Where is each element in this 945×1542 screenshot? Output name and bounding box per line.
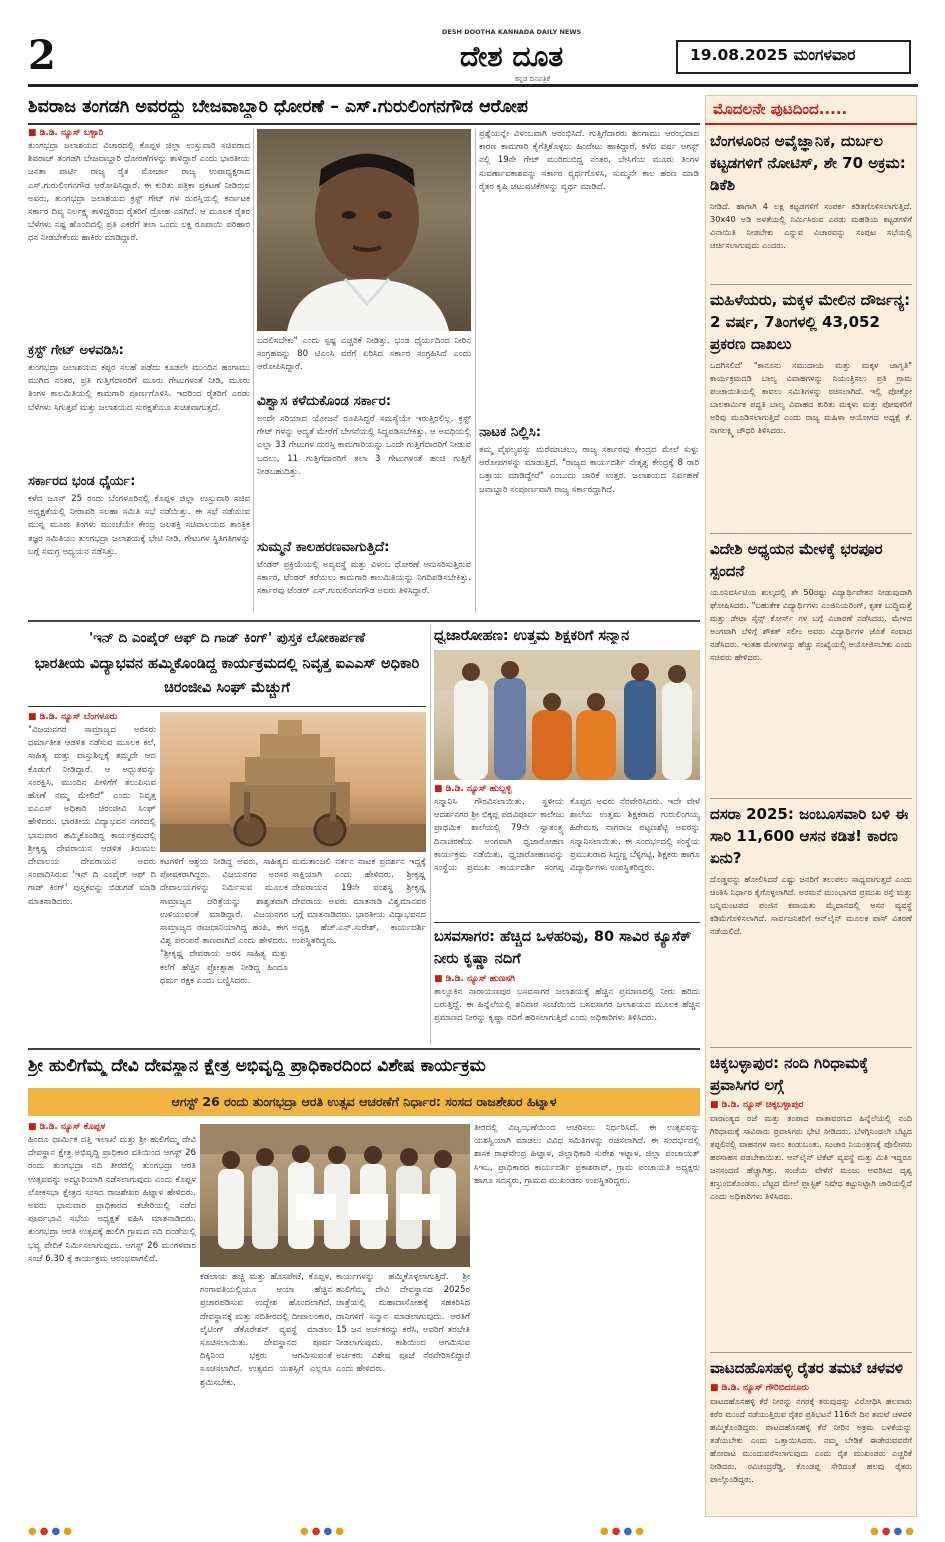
byline: ■ ಡಿ.ಡಿ. ನ್ಯೂಸ್ ಗೌರಿಬಿದನೂರು: [710, 1383, 912, 1393]
divider: [28, 620, 700, 622]
paragraph: ಅಂದೇ ಸರಿಯಾದ ಯೋಜನೆ ರೂಪಿಸಿದ್ದರೆ ಸಮಸ್ಯೆಯೇ ಇರುತ್ತಿರಲಿಲ್ಲ. ಕ್ರಸ್ಟ್ ಗೇಟ್ ಗಳನ್ನು ಆದ್ಯತೆ ಮೇರೆಗೆ ಬೇಗನೆಯಲ್ಲಿ ಸಿದ್ಧಪಡಿಸಬೇಕಿತ್ತು. ಆ ಅವಧಿಯಲ್ಲಿ ಎಲ್ಲಾ 33 ಗೇಟುಗಳ ದುರಸ್ತಿ ಕಾಮಗಾರಿಯನ್ನು ಒಂದೇ ಗುತ್ತಿಗೆದಾರರಿಗೆ ನೀಡುವ ಬದಲು, 11 ಗುತ್ತಿಗೆದಾರರಿಗೆ ತಲಾ 3 ಗೇಟುಗಳಂತೆ ಹಂಚಿ ಗುತ್ತಿಗೆ ನೀಡಬಹುದಿತ್ತು.: [257, 414, 471, 477]
temple-illustration: [160, 712, 426, 852]
page-number: 2: [28, 32, 56, 79]
sidebar-column: [710, 130, 912, 1515]
footer-dots-right: ●●●●: [870, 1526, 917, 1537]
article-2-headline-2: ಭಾರತೀಯ ವಿದ್ಯಾಭವನ ಹಮ್ಮಿಕೊಂಡಿದ್ದ ಕಾರ್ಯಕ್ರಮದಲ್ಲಿ ನಿವೃತ್ತ ಐಎಎಸ್ ಅಧಿಕಾರಿ ಚಿರಂಜೀವಿ ಸಿಂಘ್ ಮೆಚ್ಚುಗೆ: [34, 656, 420, 696]
paragraph: ತುಂಗಭದ್ರಾ ಜಲಾಶಯದ ಕಪ್ಪರ ಸಲಹೆ ಪಡೆದು ಕೂಡಲೇ ಮುಂದಿನ ಹಂಗಾಮು ಮುಗಿದ ನಂತರ, ಪ್ರತಿ ಗುತ್ತಿಗೆದಾರರಿಗೆ ಮೂರು ಗೇಟುಗಳಂತೆ ನೀಡಿ, ಮೂರು ತಿಂಗಳ ಕಾಲಮಿತಿಯಲ್ಲಿ ಕಾಮಗಾರಿ ಪೂರ್ಣಗೊಳಿಸಿ. ಇದರಿಂದ ರೈತರಿಗೆ ಎರಡು ಬೆಳೆಗಳು ಸಿಗುತ್ತವೆ ಮತ್ತು ಜಲಾಶಯದ ಸುರಕ್ಷತೆಯೂ ಖಚಿತವಾಗುತ್ತದೆ.: [28, 363, 250, 413]
article-2-col-3: [292, 856, 426, 1042]
sidebar-item-title: ದಸರಾ 2025: ಜಂಬೂಸವಾರಿ ಬಳಿ ಈ ಸಾರಿ 11,600 ಆಸನ ಕಡಿತ! ಕಾರಣ ಏನು?: [710, 805, 909, 867]
felicitation-photo: [434, 650, 700, 780]
paragraph: ತಾಲ್ಲೂಕಿನ ನಾರಾಯಣಪುರ ಬಸವಸಾಗರ ಜಲಾಶಯಕ್ಕೆ ಹೆಚ್ಚಿನ ಪ್ರಮಾಣದಲ್ಲಿ ನೀರು ಹರಿದು ಬರುತ್ತಿದ್ದೆ. ಈ ಹಿನ್ನೆಲೆಯಲ್ಲಿ ಶನಿವಾರ ಸಂಜೆಯಿಂದ ಬಸವಸಾಗರ ಜಲಾಶಯದ ಮೂಲಕ ಹೆಚ್ಚಿನ ಪ್ರಮಾಣದ ನೀರನ್ನು ಕೃಷ್ಣಾ ನದಿಗೆ ಹರಿಸಲಾಗುತ್ತಿದೆ ಎಂದು ಅಧಿಕಾರಿಗಳು ತಿಳಿಸಿದರು.: [434, 987, 700, 1024]
paragraph: ಬದಲಿಸಬೇಕು" ಎಂದು ಸ್ಪಷ್ಟ ಎಚ್ಚರಿಕೆ ನೀಡಿತ್ತು. ಭಂಡ ಧೈರ್ಯದಿಂದ ನೀರಿನ ಸಂಗ್ರಹವನ್ನು 80 ಟಿಎಂಸಿ ವರೆಗೆ ಏರಿಸಿದ ಸರ್ಕಾರ ಸಂಗ್ರಹಿಸಿದೆ ಎಂದು ಆರೋಪಿಸಿದ್ದಾರೆ.: [257, 336, 471, 373]
article-3-headline: ಧ್ವಜಾರೋಹಣ: ಉತ್ತಮ ಶಿಕ್ಷಕರಿಗೆ ಸನ್ಮಾನ: [434, 628, 630, 644]
sidebar-item-title: ಚಿಕ್ಕಬಳ್ಳಾಪುರ: ನಂದಿ ಗಿರಿಧಾಮಕ್ಕೆ ಪ್ರವಾಸಿಗರ ಲಗ್ಗೆ: [710, 1054, 869, 1094]
divider: [710, 798, 912, 799]
sidebar-item-title: ಮಹಿಳೆಯರು, ಮಕ್ಕಳ ಮೇಲಿನ ದೌರ್ಜನ್ಯ: 2 ವರ್ಷ, 7ತಿಂಗಳಲ್ಲಿ 43,052 ಪ್ರಕರಣ ದಾಖಲು: [710, 291, 911, 353]
article-5-col-3: [336, 1271, 470, 1517]
divider: [710, 533, 912, 534]
subheading: ನಾಟಕ ನಿಲ್ಲಿಸಿ:: [479, 424, 542, 440]
divider: [430, 625, 431, 1045]
article-4-body: [434, 974, 700, 1042]
hampi-temple-photo: [160, 712, 426, 852]
article-1-col-1: [28, 128, 250, 613]
footer-dots-left: ●●●●: [28, 1526, 75, 1537]
footer-dots-mid-1: ●●●●: [300, 1526, 347, 1537]
masthead: [0, 0, 945, 92]
paragraph: ಮಮತಾಂಜಲಿ ನರ್ತನ ನಾಟಕ ಪ್ರದರ್ಶನ ಇದ್ದಕ್ಕೆ ಸಾಕ್ಷಿಯಾಗಿ ಎಂದು ಹೇಳಿದರು. ಶ್ರೀಕೃಷ್ಣ ದೇವರಾಯನ 19ನೇ ವಂಶಸ್ಥ ಶ್ರೀಕೃಷ್ಣ ದೇವರಾಯ ಅವರು ಮಾತನಾಡಿ ವಿಶ್ವಮಾನವರ ಬಗ್ಗೆ ಮಾತನಾಡಿದರು. ಭಾರತೀಯ ವಿದ್ಯಾಭವನದ ಅಧ್ಯಕ್ಷ ಹೆಚ್.ಎನ್.ಸುರೇಶ್, ಕಾರ್ಯದರ್ಶಿ ಉಪಸ್ಥಿತರಿದ್ದರು.: [292, 857, 426, 947]
paragraph: ಕಡಲಾಯ ಹಚ್ಚಿ ಮತ್ತು ಹೊಸಪೇಟೆ, ಕೊಪ್ಪಳ, ಗಂಗಾವತಿಯಲ್ಲಿಯೂ ಆಯಾ ಹೆಚ್ಚಿನ ಪ್ರಚಾರಪಡಿಸುವ ಉದ್ದೇಶ ಹೊಂದಲಾಗಿದೆ. ದೇವಸ್ಥಾನಕ್ಕೆ ಮತ್ತು ನದಿತೀರದಲ್ಲಿ ದೀಪಾಲಂಕಾರ, ಲೈಟಿಂಗ್ ಡೆಕೊರೇಶನ್ ವ್ಯವಸ್ಥೆ ಮಾಡಲು ಸೂಚಿಸಲಾಯಿತು. ದೇವಸ್ಥಾನದ ಪೂರ್ವ ದಿಕ್ಕಿನಿಂದ ಭಕ್ತರು ಆಗಮಿಸುವಂತೆ ಸೂಚಿಸಲಾಗಿದೆ. ಉತ್ಸವದ ಯಶಸ್ಸಿಗೆ ಎಲ್ಲರೂ ಶ್ರಮಿಸಬೇಕು.: [200, 1272, 332, 1388]
meeting-photo: [200, 1124, 470, 1267]
article-5-col-2: [200, 1271, 332, 1517]
byline: ■ ಡಿ.ಡಿ. ನ್ಯೂಸ್ ಹುಬ್ಬಳ್ಳಿ: [434, 784, 700, 794]
paragraph: ಟೆಂಡರ್ ಪ್ರಕ್ರಿಯೆಯಲ್ಲಿ ಅವ್ಯವಸ್ಥೆ ಮತ್ತು ವಿಳಂಬ ಧೋರಣೆ ಅನುಸರಿಸುತ್ತಿರುವ ಸರ್ಕಾರ, ಟೆಂಡರ್ ಕರೆಯಲು ಕಾಮಗಾರಿ ಕಾಲಮಿತಿಯನ್ನು ನಿಗದಿಪಡಿಸಬೇಕಿತ್ತು. ಸರ್ಕಾರವು ಟೆಂಡರ್ ಎಸ್.ಗುರುಲಿಂಗನಗೌಡ ಅವರು ತಿಳಿಸಿದ್ದಾರೆ.: [257, 560, 471, 597]
paragraph: ಹಿಂದೂ ಧಾರ್ಮಿಕ ದತ್ತಿ ಇಲಾಖೆ ಮತ್ತು ಶ್ರೀ ಹುಲಿಗೆಮ್ಮ ದೇವಿ ದೇವಸ್ಥಾನ ಕ್ಷೇತ್ರ ಅಭಿವೃದ್ಧಿ ಪ್ರಾಧಿಕಾರ ವತಿಯಿಂದ ಆಗಸ್ಟ್ 26 ರಂದು ತುಂಗಭದ್ರಾ ನದಿ ತೀರದಲ್ಲಿ ತುಂಗಭದ್ರಾ ಆರತಿ ಉತ್ಸವವನ್ನು ಅದ್ದೂರಿಯಾಗಿ ನಡೆಸಲಾಗುವುದು ಎಂದು ಕೊಪ್ಪಳ ಲೋಕಸಭಾ ಕ್ಷೇತ್ರದ ಸಂಸದ ರಾಜಶೇಖರ ಹಿಟ್ನಾಳ ಹೇಳಿದರು. ಅವರು ಭಾನುವಾರ ಪ್ರಾಧಿಕಾರದ ಕಚೇರಿಯಲ್ಲಿ ನಡೆದ ಪೂರ್ವಭಾವಿ ಸಭೆಯ ಅಧ್ಯಕ್ಷತೆ ವಹಿಸಿ ಮಾತನಾಡಿದರು. ತುಂಗಭದ್ರಾ ಆರತಿ ಉತ್ಸವಕ್ಕೆ ಹುಲಿಗಿ ಗ್ರಾಮದ ನದಿ ದಂಡೆಯಲ್ಲಿ ಭವ್ಯ ವೇದಿಕೆ ನಿರ್ಮಿಸಲಾಗುವುದು. ಆಗಸ್ಟ್ 26 ಮಂಗಳವಾರ ಸಂಜೆ 6.30 ಕ್ಕೆ ಕಾರ್ಯಕ್ರಮ ಆರಂಭವಾಗಲಿದೆ.: [28, 1135, 196, 1264]
paragraph: ತೀರದಲ್ಲಿ ವಿಜೃಂಭಣೆಯಿಂದ ಆಚರಿಸಲು ನಿರ್ಧರಿಸಿದೆ. ಈ ಉತ್ಸವವನ್ನು ಯಶಸ್ವಿಯಾಗಿ ಮಾಡಲು ವಿವಿಧ ಸಮಿತಿಗಳನ್ನು ರಚಿಸಲಾಗಿದೆ. ಈ ಸಂದರ್ಭದಲ್ಲಿ ಶಾಸಕ ರಾಘವೇಂದ್ರ ಹಿಟ್ನಾಳ, ಜಿಲ್ಲಾಧಿಕಾರಿ ಸುರೇಶ ಇಟ್ನಾಳ, ಜಿಲ್ಲಾ ಪಂಚಾಯತ್ ಸಿಇಒ, ಪ್ರಾಧಿಕಾರದ ಕಾರ್ಯದರ್ಶಿ ಪ್ರಕಾಶರಾವ್, ಗ್ರಾಮ ಪಂಚಾಯತಿ ಅಧ್ಯಕ್ಷರು ಹಾಗೂ ಸದಸ್ಯರು, ಗ್ರಾಮದ ಮುಖಂಡರು ಉಪಸ್ಥಿತರಿದ್ದರು.: [474, 1123, 700, 1186]
paragraph: ಯೂನಿವರ್ಸಿಟಿಯ ಶುಲ್ಕದಲ್ಲಿ ಶೇ 50ರಷ್ಟು ವಿದ್ಯಾರ್ಥಿವೇತನ ನೀಡುವುದಾಗಿ ಘೋಷಿಸಿದರು. "ಬಹುತೇಕ ವಿದ್ಯಾರ್ಥಿಗಳು ಎಂಜಿನಿಯರಿಂಗ್, ಕೃತಕ ಬುದ್ಧಿಮತ್ತೆ ಮತ್ತು ಡೇಟಾ ಸೈನ್ಸ್ ಕೋರ್ಸ್ ಗಳ ಬಗ್ಗೆ ವಿಚಾರಣೆ ನಡೆಸಿದರು. ಮೇಳದ ಅಂಗವಾಗಿ ಬೆಳಿಗ್ಗೆ ಶೌಕತ್ ಸಲೀಂ ಅವರು ವಿದ್ಯಾರ್ಥಿಗಳ ಜೊತೆ ಸಂವಾದ ನಡೆಸಿದರು. ಇಂತಹ ಮೇಳಗಳನ್ನು ಹೆಚ್ಚು ಸಂಖ್ಯೆಯಲ್ಲಿ ಆಯೋಜಿಸಬೇಕು ಎಂದು ಸಚಿವರು ಹೇಳಿದರು.: [710, 587, 912, 662]
subheading: ಕ್ರಸ್ಟ್ ಗೇಟ್ ಅಳವಡಿಸಿ:: [28, 343, 124, 358]
portrait-photo: [257, 129, 471, 331]
byline: ■ ಡಿ.ಡಿ. ನ್ಯೂಸ್ ಚಿಕ್ಕಬಳ್ಳಾಪುರ: [710, 1100, 912, 1110]
divider: [710, 1047, 912, 1048]
logo: ದೇಶ ದೂತ: [460, 40, 564, 73]
sidebar-header: ಮೊದಲನೇ ಪುಟದಿಂದ.....: [705, 95, 917, 125]
paragraph: ಒದಗಿಸಲಿದೆ' "ಕಾನೂನು ಸಮುದಾಯ ಮತ್ತು ಮಕ್ಕಳ ಜಾಗೃತಿ" ಕಾರ್ಯಕ್ರಮದಡಿ ಬಾಲ್ಯ ವಿವಾಹಗಳನ್ನು ನಿಯಂತ್ರಿಸಲು ಪ್ರತಿ ಗ್ರಾಮ ಪಂಚಾಯಿತಿಯಲ್ಲಿ ಕಾವಲು ಸಮಿತಿಗಳನ್ನು ರಚಿಸಲಾಗಿದೆ. ಇಲ್ಲಿ ಪೋಕ್ಸೋ ಬಾಲಕಾರ್ಮಿಕ ಪದ್ಧತಿ ಬಾಲ್ಯ ವಿವಾಹದ ಕುರಿತು ಮಕ್ಕಳು ಮತ್ತು ಪೋಷಕರಿಗೆ ಅರಿವು ಮೂಡಿಸಲಾಗುತ್ತಿದೆ ಎಂದು ರಾಜ್ಯ ಮಹಿಳಾ ಆಯೋಗದ ಅಧ್ಯಕ್ಷೆ ಕೆ. ನಾಗಲಕ್ಷ್ಮಿ ಚೌಧರಿ ತಿಳಿಸಿದರು.: [710, 360, 912, 435]
article-2-col-1: [28, 712, 156, 1042]
divider: [434, 922, 700, 923]
divider: [710, 1352, 912, 1353]
paragraph: ಕಾರ್ಯಗಳನ್ನು ಹಮ್ಮಿಕೊಳ್ಳಲಾಗುತ್ತಿದೆ. ಶ್ರೀ ಹುಲಿಗೆಮ್ಮ ದೇವಿ ದೇವಸ್ಥಾನದ 2025ರ ಜಾತ್ರೆಯಲ್ಲಿ ಮಹಾದಾಸೋಹಕ್ಕೆ ಸಹಕರಿಸಿದ ದಾನಿಗಳಿಗೆ ಸನ್ಮಾನ ಮಾಡಲಾಗುವುದು. ಆರತಿಗೆ 15 ಜನ ಅರ್ಚಕರನ್ನು ಕರೆಸಿ, ಅವರಿಗೆ ತರಬೇತಿ ನೀಡಲಾಗುವುದು. ಕಾಶಿಯಿಂದ ಆಗಮಿಸುವ ಅರ್ಚಕರು ವಿಶೇಷ ಪೂಜೆ ನೆರವೇರಿಸಲಿದ್ದಾರೆ ಎಂದು ಹೇಳಿದರು.: [336, 1272, 470, 1375]
article-5-col-4: [474, 1122, 700, 1517]
divider: [253, 128, 254, 613]
divider: [28, 1048, 700, 1050]
byline: ■ ಡಿ.ಡಿ. ನ್ಯೂಸ್ ಹುಣಸಗಿ: [434, 974, 700, 984]
article-2-col-2: [160, 856, 288, 1042]
subheading: ವಿಶ್ವಾಸ ಕಳೆದುಕೊಂಡ ಸರ್ಕಾರ:: [257, 393, 392, 409]
logo-tagline: ಕನ್ನಡ ದಿನಪತ್ರಿಕೆ: [515, 75, 551, 83]
article-5-headline: ಶ್ರೀ ಹುಲಿಗೆಮ್ಮ ದೇವಿ ದೇವಸ್ಥಾನ ಕ್ಷೇತ್ರ ಅಭಿವೃದ್ಧಿ ಪ್ರಾಧಿಕಾರದಿಂದ ವಿಶೇಷ ಕಾರ್ಯಕ್ರಮ: [28, 1056, 486, 1076]
meeting-illustration: [200, 1124, 470, 1267]
divider: [28, 123, 700, 125]
paragraph: ನೀಡಿದೆ. ಹಾಗಾಗಿ 4 ಲಕ್ಷ ಕಟ್ಟಡಗಳಿಗೆ ಸಂಪರ್ಕ ಕಡಿತಗೊಳಿಸಲಾಗುತ್ತಿದೆ. 30x40 ಅಡಿ ಅಳತೆಯಲ್ಲಿ ನಿರ್ಮಿಸಿರುವ ಎರಡು ಮಹಡಿಯ ಕಟ್ಟಡಗಳಿಗೆ ವಿನಾಯಿತಿ ನೀಡಬೇಕು ಎನ್ನುವ ವಿಚಾರವನ್ನು ಸಂಪುಟ ಸಭೆಯಲ್ಲಿ ಚರ್ಚಿಸಲಾಗುವುದು ಎಂದರು.: [710, 201, 912, 250]
article-1-col-3: [479, 128, 699, 613]
byline: ■ ಡಿ.ಡಿ. ನ್ಯೂಸ್ ಬಳ್ಳಾರಿ: [28, 128, 250, 138]
article-2-headline-1: 'ಇನ್ ದಿ ಎಂಪೈರ್ ಆಫ್ ದಿ ಗಾಡ್ ಕಿಂಗ್' ಪುಸ್ತಕ ಲೋಕಾರ್ಪಣೆ: [88, 630, 366, 646]
portrait-illustration: [257, 129, 471, 331]
divider: [28, 706, 426, 707]
subheading: ಸುಮ್ಮನೆ ಕಾಲಹರಣವಾಗುತ್ತಿದೆ:: [257, 539, 390, 555]
group-illustration: [434, 650, 700, 780]
article-5-col-1: [28, 1122, 196, 1517]
article-4-headline: ಬಸವಸಾಗರ: ಹೆಚ್ಚಿದ ಒಳಹರಿವು, 80 ಸಾವಿರ ಕ್ಯೂಸೆಕ್ ನೀರು ಕೃಷ್ಣಾ ನದಿಗೆ: [434, 929, 692, 967]
divider: [710, 284, 912, 285]
paragraph: ಕಳೆದ ಜೂನ್ 25 ರಂದು ಬೆಂಗಳೂರಿನಲ್ಲಿ ಕೊಪ್ಪಳ ಜಿಲ್ಲಾ ಉಸ್ತುವಾರಿ ಸಚಿವ ಅಧ್ಯಕ್ಷತೆಯಲ್ಲಿ ನೀರಾವರಿ ಸಲಹಾ ಸಮಿತಿ ಸಭೆ ನಡೆಯಿತ್ತು. ಈ ಸಭೆ ನಡೆಯುವ ಮುನ್ನ ಮೂರು ತಿಂಗಳು ಮುಂಚೆಯೇ ಕೇಂದ್ರ ಜಲಶಕ್ತಿ ಸಚಿವಾಲಯದ ತಾಂತ್ರಿಕ ತಜ್ಞರ ಸಮಿತಿಯು ತುಂಗಭದ್ರಾ ಜಲಾಶಯಕ್ಕೆ ಭೇಟಿ ನೀಡಿ, ಗೇಟುಗಳ ಸ್ಥಿತಿಗತಿಗಳನ್ನು ಬಗ್ಗೆ ಸಮಗ್ರ ಅಧ್ಯಯನ ನಡೆಸಿತ್ತು.: [28, 494, 250, 557]
paragraph: ಪ್ರಶ್ನೆಯನ್ನೇ ವಿಳಂಬವಾಗಿ ಆರಂಭಿಸಿದೆ. ಗುತ್ತಿಗೆದಾರರು ಹಂಗಾಮು ಆರಂಭವಾದ ಕಾರಣ ಕಾಮಗಾರಿ ಕೈಗೆತ್ತಿಕೊಳ್ಳಲು ಹಿಂದೇಟು ಹಾಕಿದ್ದಾರೆ. ಕಳೆದ ವರ್ಷ ಆಗಸ್ಟ್ ನಲ್ಲಿ 19ನೇ ಗೇಟ್ ಮುರಿದುಬಿದ್ದ ನಂತರ, ಬೇಸಿಗೆಯ ಮೂರು ತಿಂಗಳ ಸುವರ್ಣಾವಕಾಶವನ್ನು ಸರ್ಕಾರ ವ್ಯರ್ಥಗೊಳಿಸಿ, ಸುಮ್ಮನೇ ಕಾಲ ಹರಣ ಮಾಡಿ ರೈತರ ಕೃಷಿ ಚಟುವಟಿಕೆಗಳನ್ನು ವ್ಯರ್ಥ ಮಾಡಿದೆ.: [479, 129, 699, 192]
sidebar-item-title: ಬೆಂಗಳೂರಿನ ಅವೈಜ್ಞಾನಿಕ, ದುರ್ಬಲ ಕಟ್ಟಡಗಳಿಗೆ ನೋಟಿಸ್, ಶೇ 70 ಅಕ್ರಮ: ಡಿಕೆಶಿ: [710, 132, 906, 194]
paragraph: ಕಟಗಳಿಗೆ ಆಶ್ರಯ ನೀಡಿದ್ದ ಅವರು, ಸಾಹಿತ್ಯದ ಪೋಷಕರಾಗಿದ್ದರು. ವಿಜಯನಗರ ಅರಸರ ದೇವಾಲಯಗಳನ್ನು ನಿರ್ಮಿಸುವ ಮೂಲಕ ಸಾಮ್ರಾಜ್ಯದ ಚರಿತ್ರೆಯನ್ನು ಶಾಶ್ವತವಾಗಿ ಉಳಿಯುವಂತೆ ಮಾಡಿದ್ದಾರೆ. ವಿಜಯನಗರ ಸಾಮ್ರಾಜ್ಯದ ರಾಜಧಾನಿಯಾಗಿದ್ದ ಹಂಪಿ, ಈಗ ವಿಶ್ವ ಪರಂಪರೆ ತಾಣವಾಗಿದೆ ಎಂದು ಹೇಳಿದರು. "ಶ್ರೀಕೃಷ್ಣ ದೇವರಾಯ ಅರಸ ಸಾಹಿತ್ಯ ಮತ್ತು ಕಲೆಗೆ ಹೆಚ್ಚಿನ ಪ್ರೋತ್ಸಾಹ ನೀಡಿದ್ದ ಹಿಂದೂ ಧರ್ಮ ರಕ್ಷಕ ಎಂದು ಬಣ್ಣಿಸಿದರು.: [160, 857, 288, 986]
byline: ■ ಡಿ.ಡಿ. ನ್ಯೂಸ್ ಬೆಂಗಳೂರು: [28, 712, 156, 722]
article-3-body: [434, 784, 700, 916]
footer-dots-mid-2: ●●●●: [600, 1526, 647, 1537]
byline: ■ ಡಿ.ಡಿ. ನ್ಯೂಸ್ ಕೊಪ್ಪಳ: [28, 1122, 196, 1132]
paragraph: ಸನ್ಮಾನಿಸಿ ಗೌರವಿಸಲಾಯಿತು. ಸ್ಥಳೀಯ ಆದರ್ಶನಗರ ಶ್ರೀ ಬಿಕ್ಕಪ್ಪ ಪದವಿಪೂರ್ವ ಕಾಲೇಜು ಪ್ರಾಥಮಿಕ ಶಾಲೆಯಲ್ಲಿ 79ನೇ ಸ್ವಾತಂತ್ರ್ಯ ದಿನಾಚರಣೆಯ ಅಂಗವಾಗಿ ಧ್ವಜಾರೋಹಣ ಕಾರ್ಯಕ್ರಮ ನಡೆಯಿತು. ಧ್ವಜಾರೋಹಣವನ್ನು ಸಂಸ್ಥೆಯ ಪ್ರಮುಖ ಕಾರ್ಯದರ್ಶಿ ಸಂಗಪ್ಪ ಕೊಪ್ಪದ ಅವರು ನೆರವೇರಿಸಿದರು. ಇದೇ ವೇಳೆ ಶಾಲೆಯ ಉತ್ತಮ ಶಿಕ್ಷಕರಾದ ಗುರುಲಿಂಗಯ್ಯ ಹಿರೇಮಠ, ನಾಗರಾಜ ಪಟ್ಟಣಶೆಟ್ಟಿ ಅವರನ್ನು ಸನ್ಮಾನಿಸಲಾಯಿತು. ಈ ಸಂದರ್ಭದಲ್ಲಿ ಸಂಸ್ಥೆಯ ಪ್ರಮುಖರಾದ ಸಿದ್ದಣ್ಣ ಬೆಳ್ಳಿಗಟ್ಟಿ, ಶಿಕ್ಷಕರು ಹಾಗೂ ವಿದ್ಯಾರ್ಥಿಗಳು ಉಪಸ್ಥಿತರಿದ್ದರು.: [434, 797, 700, 874]
masthead-rule: [28, 84, 918, 87]
sidebar-item-title: ವಾಟದಹೊಸಹಳ್ಳಿ ರೈತರ ತಮಟೆ ಚಳವಳಿ: [710, 1359, 903, 1377]
article-5-subtitle: ಆಗಸ್ಟ್ 26 ರಂದು ತುಂಗಭದ್ರಾ ಆರತಿ ಉತ್ಸವ ಆಚರಣೆಗೆ ನಿರ್ಧಾರ: ಸಂಸದ ರಾಜಶೇಖರ ಹಿಟ್ನಾಳ: [171, 1094, 557, 1109]
logo-small: DESH DOOTHA KANNADA DAILY NEWS: [442, 28, 582, 36]
sidebar-item-title: ವಿದೇಶಿ ಅಧ್ಯಯನ ಮೇಳಕ್ಕೆ ಭರಪೂರ ಸ್ಪಂದನೆ: [710, 540, 883, 580]
paragraph: ದೊಡ್ಡವನ್ನು ಹೋಲಿಸಿದರೆ ಎಷ್ಟು ಜನರಿಗೆ ತಲುಪಲು ಸಾಧ್ಯವಾಗುತ್ತದೆ ಎಂದು ಚಿಂತಿಸಿ ನಿರ್ಧಾರ ಕೈಗೊಳ್ಳಲಾಗಿದೆ. ಅರಮನೆ ಮುಂಭಾಗದ ಪ್ರಮುಖ ರಸ್ತೆ ಮತ್ತು ಬನ್ನಿಮಂಟಪದ ಪಂಜಿನ ಕವಾಯತು ಮೈದಾನದಲ್ಲಿ ಆಸನ ವ್ಯವಸ್ಥೆ ಕಡಿಮೆಗೊಳಿಸಲಾಗಿದೆ. ಸಾರ್ವಜನಿಕರಿಗೆ ಆನ್‌ಲೈನ್ ಮೂಲಕ ಪಾಸ್ ವಿತರಣೆ ನಡೆಯಲಿದೆ.: [710, 874, 912, 936]
paragraph: "ವಿಜಯನಗರ ಸಾಮ್ರಾಜ್ಯದ ಅರಸರು ಧರ್ಮಾತೀತ ಆಡಳಿತ ನಡೆಸುವ ಮೂಲಕ ಕಲೆ, ಸಾಹಿತ್ಯ ಮತ್ತು ವಾಸ್ತುಶಿಲ್ಪಕ್ಕೆ ತಮ್ಮದೇ ಆದ ಕೊಡುಗೆ ನೀಡಿದ್ದಾರೆ. ಆ ಅದ್ಭುತವನ್ನು ಸಂರಕ್ಷಿಸಿ, ಮುಂದಿನ ಪೀಳಿಗೆಗೆ ತಲುಪಿಸುವ ಹೊಣೆ ನಮ್ಮ ಮೇಲಿದೆ" ಎಂದು ನಿವೃತ್ತ ಐಎಎಸ್ ಅಧಿಕಾರಿ ಚಿರಂಜೀವಿ ಸಿಂಘ್ ಹೇಳಿದರು. ಭಾರತೀಯ ವಿದ್ಯಾಭವನ ನಗರದಲ್ಲಿ ಭಾನುವಾರ ಹಮ್ಮಿಕೊಂಡಿದ್ದ ಕಾರ್ಯಕ್ರಮದಲ್ಲಿ ಶ್ರೀಕೃಷ್ಣ ದೇವರಾಯನ ಆಡಳಿತ ತಿರುಮಲ ದೇವಾಲಯ ದೇವರಾಯನ ಅವರು ಸಂಪಾದಿಸಿರುವ 'ಇನ್ ದಿ ಎಂಪೈರ್ ಆಫ್ ದಿ ಗಾಡ್ ಕಿಂಗ್' ಪುಸ್ತಕವನ್ನು ಬಿಡುಗಡೆ ಮಾಡಿ ಮಾತನಾಡಿದರು.: [28, 725, 156, 907]
article-1-headline: ಶಿವರಾಜ ತಂಗಡಗಿ ಅವರದ್ದು ಬೇಜವಾಬ್ದಾರಿ ಧೋರಣೆ – ಎಸ್.ಗುರುಲಿಂಗನಗೌಡ ಆರೋಪ: [28, 97, 529, 117]
divider: [475, 128, 476, 613]
paragraph: ತುಂಗಭದ್ರಾ ಜಲಾಶಯದ ವಿಚಾರದಲ್ಲಿ ಕೊಪ್ಪಳ ಜಿಲ್ಲಾ ಉಸ್ತುವಾರಿ ಸಚಿವರಾದ ಶಿವರಾಜ್ ತಂಗಡಗಿ ಬೇಜವಾಬ್ದಾರಿ ಧೋರಣೆಗಳನ್ನು ತಾಳಿದ್ದಾರೆ ಎಂದು ಭಾರತೀಯ ಜನತಾ ಪಾರ್ಟಿ ರಾಜ್ಯ ರೈತ ಮೋರ್ಚಾ ರಾಜ್ಯ ಉಪಾಧ್ಯಕ್ಷರಾದ ಎಸ್.ಗುರುಲಿಂಗನಗೌಡ ಆರೋಪಿಸಿದ್ದಾರೆ. ಈ ಕುರಿತು ಪತ್ರಿಕಾ ಪ್ರಕಟಣೆ ನೀಡಿರುವ ಅವರು, ತುಂಗಭದ್ರಾ ಜಲಾಶಯದ ಕ್ರಸ್ಟ್ ಗೇಟ್ ಗಳ ದುರಸ್ತಿಯಲ್ಲಿ ಕರ್ನಾಟಕ ಸರ್ಕಾರ ದಿವ್ಯ ನಿರ್ಲಕ್ಷ್ಯ ತಾಳಿದ್ದರಿಂದ ರೈತರಿಗೆ ದ್ರೋಹ ಎಸಗಿದೆ. ಆ ಮೂಲಕ ರೈತರ ಬೆಳೆಗಳು ನಷ್ಟ ಹೊಂದಿದಲ್ಲಿ ಪ್ರತಿ ಎಕರೆಗೆ ತಲಾ ಒಂದು ಲಕ್ಷ ರೂಪಾಯಿ ಪರಿಹಾರ ಧನ ನೀಡಬೇಕೆಂದು ಹಾಕಿರು ಮಾಡಿದ್ದಾರೆ.: [28, 141, 250, 244]
paragraph: ತಮ್ಮ ವೈಫಲ್ಯವನ್ನು ಮರೆಮಾಚಲು, ರಾಜ್ಯ ಸರ್ಕಾರವು ಕೇಂದ್ರದ ಮೇಲೆ ಸುಳ್ಳು ಆರೋಪಗಳನ್ನು ಮಾಡುತ್ತಿದೆ. "ರಾಜ್ಯದ ಕಾರ್ಯದರ್ಶಿ ನೇತೃತ್ವ ಕೇಂದ್ರಕ್ಕೆ 8 ರಾರಿ ಒತ್ತಾಯ ಮಾಡಿದ್ದೇವೆ" ಎಂಬುದು ಜಾರಿಕೆ ಉತ್ತರ. ಜಲಾಶಯದ ನಿರ್ವಹಣೆ ಜವಾಬ್ದಾರಿ ಸಂಪೂರ್ಣವಾಗಿ ರಾಜ್ಯ ಸರ್ಕಾರದ್ದಾಗಿದೆ.: [479, 445, 699, 495]
subheading: ಸರ್ಕಾರದ ಭಂಡ ಧೈರ್ಯ:: [28, 474, 136, 489]
article-1-col-2: [257, 335, 471, 613]
paragraph: ವಾಟದಹೊಸಹಳ್ಳಿ ಕೆರೆ ನೀರನ್ನು ನಗರಕ್ಕೆ ತರುವುದನ್ನು ವಿರೋಧಿಸಿ ಹಲವಾರು ಕರೆರ ಮುಂದೆ ನಡೆಯುತ್ತಿರುವ ರೈತರ ಪ್ರತಿಭಟನೆ 116ನೇ ದಿನ ತಮಟೆ ಚಳವಳಿ ಹಮ್ಮಿಕೊಂಡಿದ್ದರು. ವಾಟದಹೊಸಹಳ್ಳಿ ಕೆರೆ ನೀರಿನ ಅಕ್ರಮ ಬಳಕೆಯನ್ನು ತಡೆಯಬೇಕು ಎಂದು ಒತ್ತಾಯಿಸಿದರು. ನಮ್ಮ ಬೇಡಿಕೆ ಈಡೇರುವವರೆಗೆ ಹೋರಾಟ ಮುಂದುವರೆಸಲಾಗುವುದು ಎಂದು ರೈತ ಮುಖಂಡರು ಎಚ್ಚರಿಕೆ ನೀಡಿದರು. ರವಿಚಂದ್ರರೆಡ್ಡಿ, ಕೊಂಡಪ್ಪ ಸೇರಿದಂತೆ ಹಲವು ರೈತರು ಪಾಲ್ಗೊಂಡಿದ್ದರು.: [710, 1396, 912, 1484]
date-text: 19.08.2025 ಮಂಗಳವಾರ: [690, 46, 856, 64]
paragraph: ವಾರಾಂತ್ಯದ ರಜೆ ಮತ್ತು ತಂಪಾದ ವಾತಾವರಣದ ಹಿನ್ನೆಲೆಯಲ್ಲಿ ನಂದಿ ಗಿರಿಧಾಮಕ್ಕೆ ಸಾವಿರಾರು ಪ್ರವಾಸಿಗರು ಭೇಟಿ ನೀಡಿದರು. ಬೆಳಗ್ಗಿನಿಂದಲೇ ಬೆಟ್ಟದ ತಪ್ಪಲಿನಲ್ಲಿ ವಾಹನಗಳ ಸಾಲು ಕಂಡುಬಂತು. ಸಂಚಾರ ನಿಯಂತ್ರಣಕ್ಕೆ ಪೊಲೀಸರು ಹರಸಾಹಸ ಪಡಬೇಕಾಯಿತು. ಆನ್‌ಲೈನ್ ಟಿಕೆಟ್ ವ್ಯವಸ್ಥೆ ಮತ್ತು ಮಿತಿ ಇದ್ದರೂ ಜನಸಂದಣಿ ಹೆಚ್ಚಾಗಿತ್ತು. ಸಂಜೆಯ ವೇಳೆಗೆ ಮಂಜು ಆವರಿಸಿದ ದೃಶ್ಯ ಕಣ್ತುಂಬಿಕೊಂಡರು. ಬೆಟ್ಟದ ಮೇಲೆ ಪ್ಲಾಸ್ಟಿಕ್ ನಿಷೇಧ ಕಟ್ಟುನಿಟ್ಟಾಗಿ ಜಾರಿಯಲ್ಲಿದೆ ಎಂದು ಅಧಿಕಾರಿಗಳು ತಿಳಿಸಿದರು.: [710, 1113, 912, 1201]
